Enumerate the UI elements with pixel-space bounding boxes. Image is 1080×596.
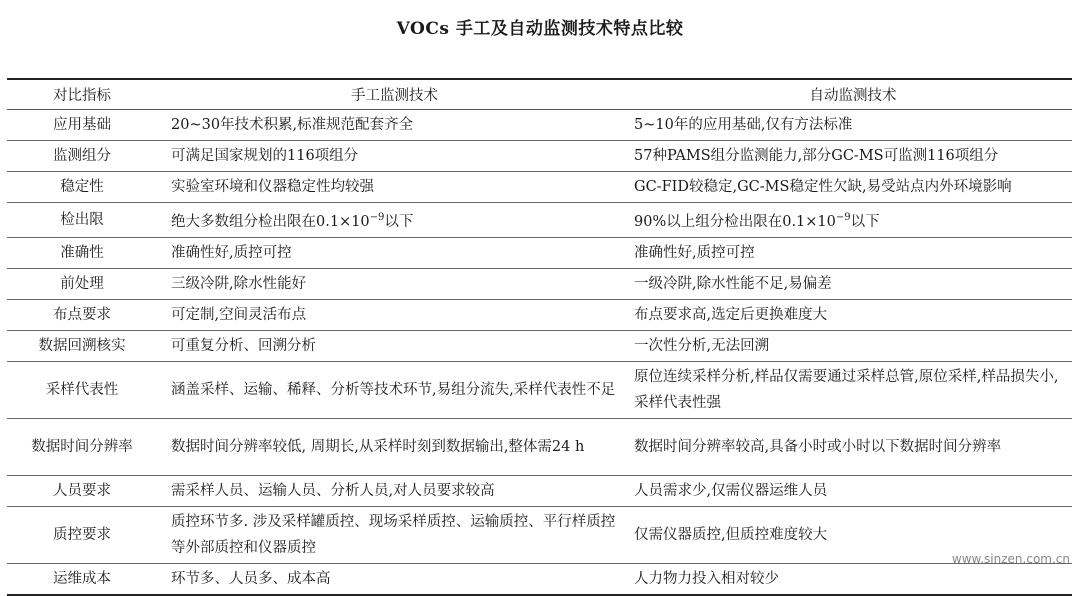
table-row [7,141,1072,172]
header-auto: 自动监测技术 [809,88,897,104]
manual-suffix: 以下 [384,213,414,230]
metric-cell: 数据时间分辨率 [31,438,133,455]
table-row [7,237,1072,268]
exponent: −9 [369,212,385,223]
metric-cell: 人员要求 [53,482,111,499]
table-row [7,268,1072,299]
auto-cell: 准确性好,质控可控 [634,244,755,261]
table-row [7,330,1072,361]
auto-cell: GC-FID较稳定,GC-MS稳定性欠缺,易受站点内外环境影响 [634,179,1012,195]
auto-cell: 仅需仪器质控,但质控难度较大 [634,526,828,543]
manual-cell: 可重复分析、回溯分析 [171,337,316,354]
header-metric: 对比指标 [53,88,111,104]
table-row [7,299,1072,330]
watermark: www.sinzen.com.cn [951,552,1070,566]
metric-cell: 质控要求 [53,526,111,543]
metric-cell: 数据回溯核实 [38,337,126,354]
auto-cell: 57种PAMS组分监测能力,部分GC-MS可监测116项组分 [634,148,999,164]
manual-cell: 需采样人员、运输人员、分析人员,对人员要求较高 [171,482,495,499]
auto-cell: 人力物力投入相对较少 [634,570,779,587]
auto-cell: 一次性分析,无法回溯 [634,337,770,354]
manual-cell: 可定制,空间灵活布点 [171,306,307,323]
table-row [7,506,1072,563]
metric-cell: 布点要求 [53,306,111,323]
manual-cell: 涵盖采样、运输、稀释、分析等技术环节,易组分流失,采样代表性不足 [171,381,616,398]
table-row [7,361,1072,418]
metric-cell: 前处理 [60,275,104,292]
table-row [7,418,1072,475]
table-row [7,563,1072,595]
manual-cell: 可满足国家规划的116项组分 [171,148,359,164]
auto-cell: 人员需求少,仅需仪器运维人员 [634,482,828,499]
table-title: VOCs 手工及自动监测技术特点比较 [396,19,684,39]
header-manual: 手工监测技术 [351,88,438,104]
auto-suffix: 以下 [850,213,880,230]
manual-cell: 准确性好,质控可控 [171,244,292,261]
table-row [7,172,1072,203]
manual-prefix: 绝大多数组分检出限在0.1×10 [171,213,370,230]
auto-cell: 原位连续采样分析,样品仅需要通过采样总管,原位采样,样品损失小,采样代表性强 [634,368,1059,411]
manual-cell: 20~30年技术积累,标准规范配套齐全 [171,117,414,133]
auto-cell: 布点要求高,选定后更换难度大 [634,306,828,323]
manual-cell [157,203,624,238]
metric-cell: 监测组分 [53,148,111,164]
table-row [7,110,1072,141]
auto-cell: 数据时间分辨率较高,具备小时或小时以下数据时间分辨率 [634,438,1002,455]
manual-cell: 数据时间分辨率较低, 周期长,从采样时刻到数据输出,整体需24 h [171,438,585,455]
auto-cell [624,203,1072,238]
metric-cell: 采样代表性 [45,381,119,398]
table-header-row [7,79,1072,110]
metric-cell: 检出限 [60,211,104,228]
table-row [7,475,1072,506]
metric-cell: 准确性 [60,244,104,261]
manual-cell: 三级冷阱,除水性能好 [171,275,307,292]
comparison-table [7,78,1072,596]
exponent: −9 [835,212,851,223]
metric-cell: 稳定性 [60,179,104,195]
manual-cell: 环节多、人员多、成本高 [171,570,331,587]
auto-cell: 一级冷阱,除水性能不足,易偏差 [634,275,832,292]
auto-prefix: 90%以上组分检出限在0.1×10 [634,213,836,230]
manual-cell: 质控环节多. 涉及采样罐质控、现场采样质控、运输质控、平行样质控等外部质控和仪器质控 [171,513,616,556]
table-row [7,203,1072,238]
metric-cell: 应用基础 [53,117,111,133]
metric-cell: 运维成本 [53,570,111,587]
auto-cell: 5~10年的应用基础,仅有方法标准 [634,117,853,133]
manual-cell: 实验室环境和仪器稳定性均较强 [171,179,374,195]
